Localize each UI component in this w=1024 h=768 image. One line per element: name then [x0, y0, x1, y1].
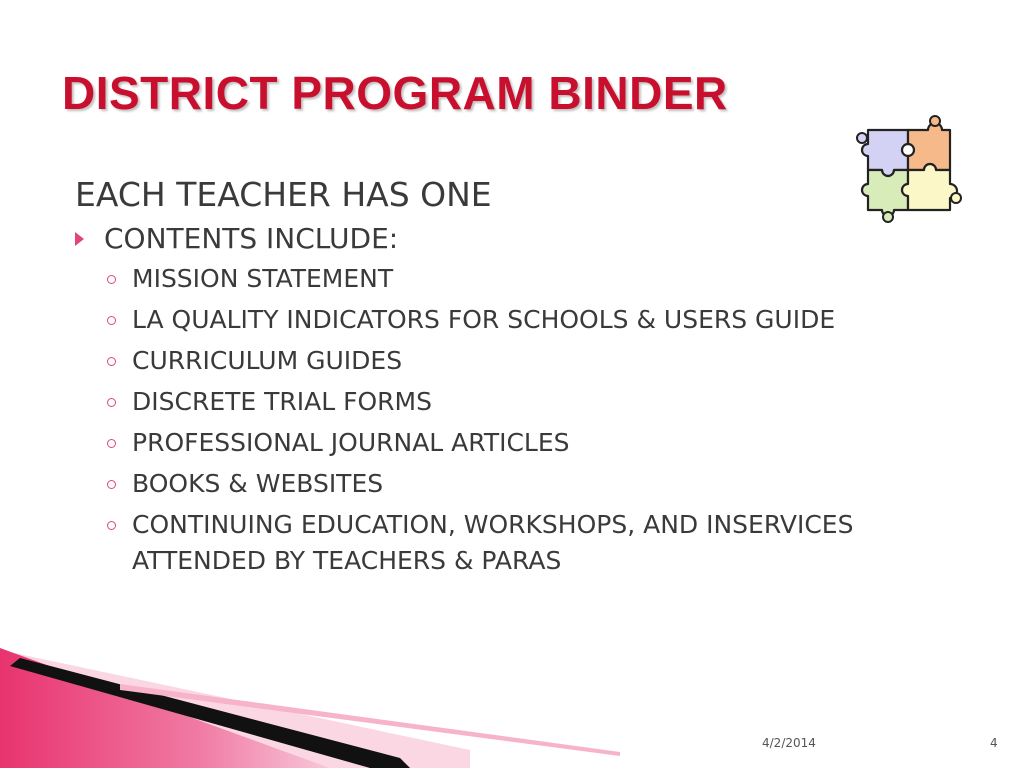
- list-item: MISSION STATEMENT: [75, 261, 935, 297]
- ring-bullet-icon: [107, 480, 116, 489]
- subheading-contents: [75, 219, 935, 259]
- contents-list: [75, 261, 935, 579]
- ring-bullet-icon: [107, 521, 116, 530]
- subheading-label: CONTENTS INCLUDE:: [104, 222, 399, 255]
- list-item: BOOKS & WEBSITES: [75, 466, 935, 502]
- list-item: PROFESSIONAL JOURNAL ARTICLES: [75, 425, 935, 461]
- ring-bullet-icon: [107, 316, 116, 325]
- list-item: CONTINUING EDUCATION, WORKSHOPS, AND INSERVICES ATTENDED BY TEACHERS & PARAS: [75, 507, 935, 579]
- list-item: CURRICULUM GUIDES: [75, 343, 935, 379]
- slide-body: [75, 172, 935, 584]
- footer-date: 4/2/2014: [762, 736, 816, 750]
- ring-bullet-icon: [107, 398, 116, 407]
- ring-bullet-icon: [107, 275, 116, 284]
- decorative-swoosh: [0, 640, 1024, 768]
- ring-bullet-icon: [107, 357, 116, 366]
- list-item: DISCRETE TRIAL FORMS: [75, 384, 935, 420]
- list-item: LA QUALITY INDICATORS FOR SCHOOLS & USERS GUIDE: [75, 302, 935, 338]
- triangle-bullet-icon: [75, 232, 84, 246]
- heading-each-teacher: EACH TEACHER HAS ONE: [75, 175, 492, 214]
- slide-number: 4: [990, 736, 998, 750]
- slide-title: DISTRICT PROGRAM BINDER: [62, 67, 728, 119]
- ring-bullet-icon: [107, 439, 116, 448]
